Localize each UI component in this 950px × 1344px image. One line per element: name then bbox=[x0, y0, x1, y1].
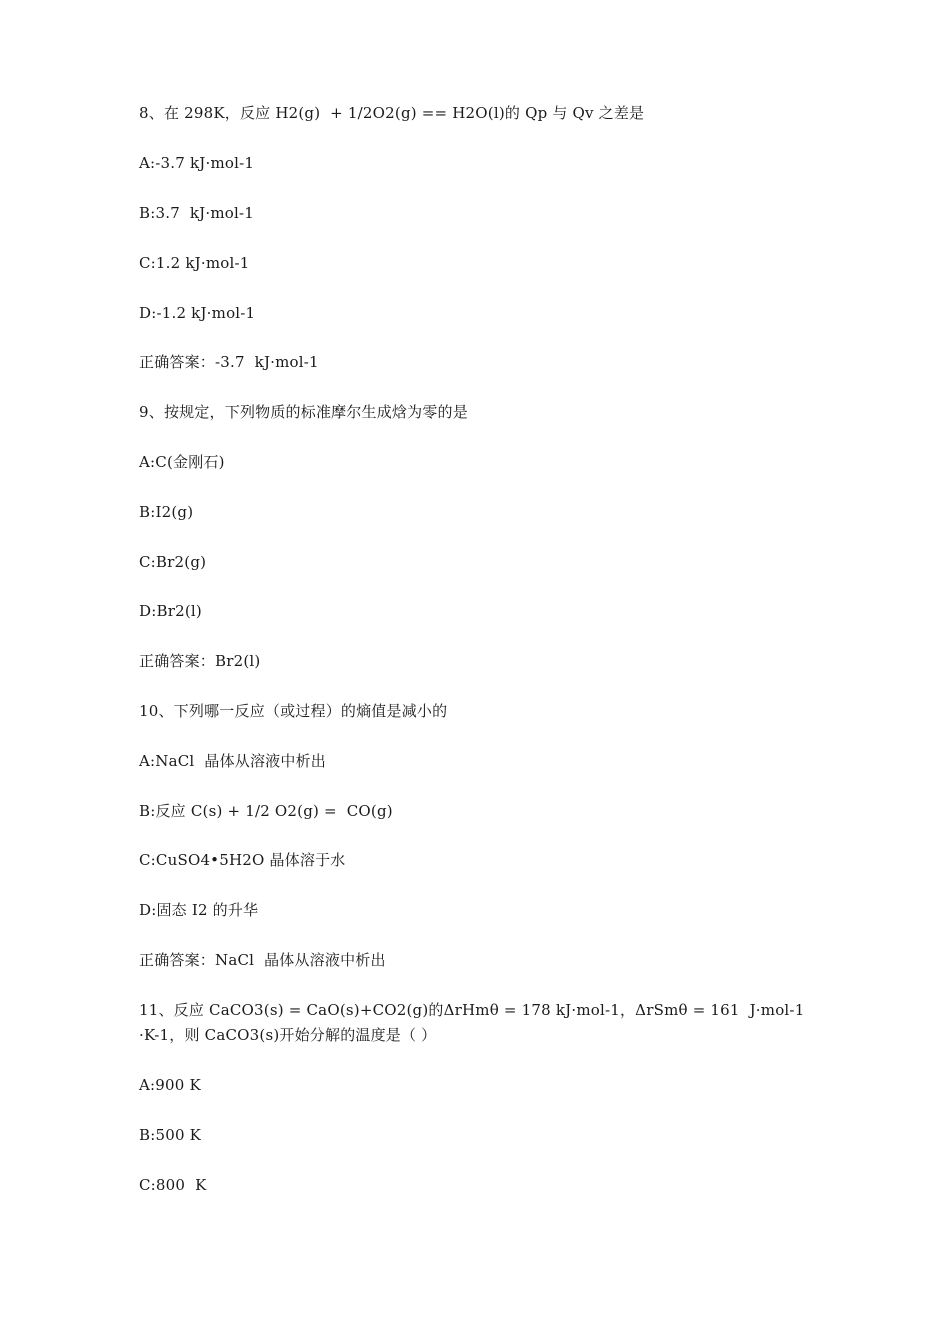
question-11-option-b: B:500 K bbox=[139, 1126, 202, 1144]
question-10-option-c: C:CuSO4•5H2O 晶体溶于水 bbox=[139, 851, 346, 869]
question-10-option-b: B:反应 C(s) + 1/2 O2(g) = CO(g) bbox=[139, 802, 393, 820]
question-8-stem: 8、在 298K，反应 H2(g) + 1/2O2(g) == H2O(l)的 Qp 与 Qv 之差是 bbox=[139, 104, 645, 122]
question-9-stem: 9、按规定，下列物质的标准摩尔生成焓为零的是 bbox=[139, 403, 468, 421]
question-10-stem: 10、下列哪一反应（或过程）的熵值是减小的 bbox=[139, 702, 448, 720]
question-9-option-a: A:C(金刚石) bbox=[139, 453, 225, 471]
question-10-option-a: A:NaCl 晶体从溶液中析出 bbox=[139, 752, 326, 770]
question-8-answer: 正确答案：-3.7 kJ·mol-1 bbox=[139, 353, 319, 371]
question-10-option-d: D:固态 I2 的升华 bbox=[139, 901, 259, 919]
question-9-option-b: B:I2(g) bbox=[139, 503, 194, 521]
question-11-stem: 11、反应 CaCO3(s) = CaO(s)+CO2(g)的ΔrHmθ = 178 kJ·mol-1，ΔrSmθ = 161 J·mol-1 ·K-1，则 CaCO3(s)开始分解的温度是（ ） bbox=[139, 1001, 810, 1044]
question-8-option-a: A:-3.7 kJ·mol-1 bbox=[139, 154, 255, 172]
question-10-answer: 正确答案：NaCl 晶体从溶液中析出 bbox=[139, 951, 386, 969]
question-11-option-c: C:800 K bbox=[139, 1176, 207, 1194]
question-8-option-b: B:3.7 kJ·mol-1 bbox=[139, 204, 255, 222]
question-8-option-d: D:-1.2 kJ·mol-1 bbox=[139, 304, 256, 322]
question-11-option-a: A:900 K bbox=[139, 1076, 201, 1094]
question-9-option-c: C:Br2(g) bbox=[139, 553, 207, 571]
question-8-option-c: C:1.2 kJ·mol-1 bbox=[139, 254, 250, 272]
question-9-answer: 正确答案：Br2(l) bbox=[139, 652, 261, 670]
question-9-option-d: D:Br2(l) bbox=[139, 602, 202, 620]
